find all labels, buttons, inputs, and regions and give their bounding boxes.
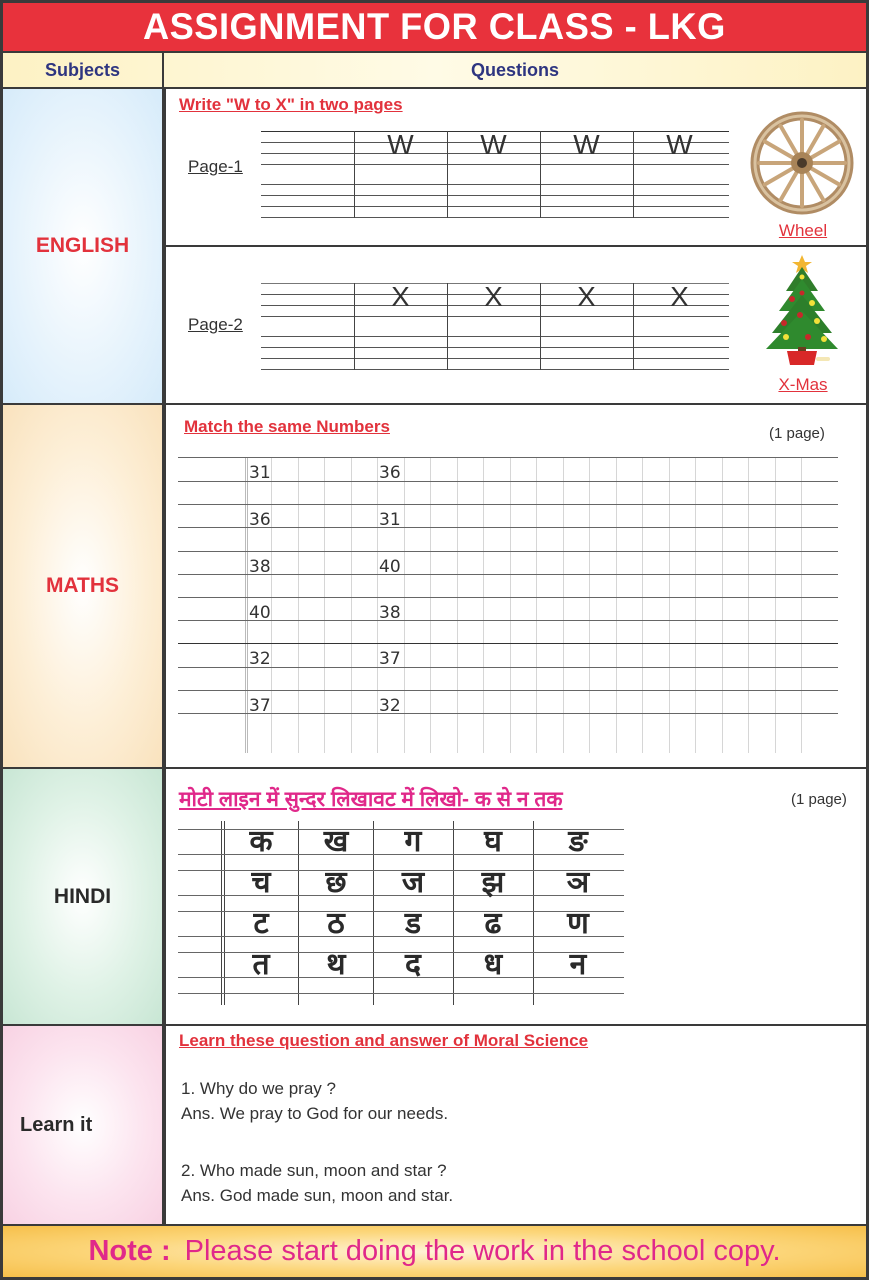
hindi-letter: ट bbox=[253, 906, 269, 941]
maths-instruction: Match the same Numbers bbox=[184, 417, 390, 436]
left-number: 31 bbox=[249, 463, 271, 483]
match-numbers-grid bbox=[178, 457, 838, 757]
page2-label: Page-2 bbox=[188, 315, 243, 334]
header-subjects-label: Subjects bbox=[44, 59, 121, 80]
hindi-letters-grid bbox=[178, 821, 628, 1011]
question-1: 1. Why do we pray ? bbox=[181, 1079, 336, 1098]
hindi-letter: ज bbox=[401, 865, 425, 900]
right-number: 38 bbox=[379, 603, 401, 623]
christmas-tree-icon bbox=[762, 253, 842, 365]
moral-science-instruction: Learn these question and answer of Moral Science bbox=[179, 1031, 589, 1050]
trace-letter: W bbox=[480, 129, 507, 160]
hindi-letter: ङ bbox=[568, 824, 588, 859]
hindi-letter: क bbox=[249, 824, 273, 859]
column-divider bbox=[164, 89, 166, 1226]
hindi-letter: ण bbox=[567, 906, 589, 941]
question-2: 2. Who made sun, moon and star ? bbox=[181, 1161, 447, 1180]
subject-maths bbox=[3, 405, 164, 769]
right-number: 36 bbox=[379, 463, 401, 483]
trace-letter: X bbox=[391, 281, 410, 312]
hindi-letter: त bbox=[252, 947, 270, 982]
hindi-letter: ञ bbox=[566, 865, 590, 900]
hindi-letter: थ bbox=[326, 947, 346, 982]
page2-writing-grid bbox=[261, 283, 729, 373]
right-number: 31 bbox=[379, 510, 401, 530]
trace-letter: W bbox=[573, 129, 600, 160]
left-number: 36 bbox=[249, 510, 271, 530]
right-number: 32 bbox=[379, 696, 401, 716]
wheel-icon bbox=[750, 111, 854, 215]
trace-letter: X bbox=[670, 281, 689, 312]
page-title: ASSIGNMENT FOR CLASS - LKG bbox=[143, 6, 726, 47]
subject-english bbox=[3, 89, 164, 405]
answer-1: Ans. We pray to God for our needs. bbox=[181, 1104, 449, 1123]
left-number: 37 bbox=[249, 696, 271, 716]
subject-maths-label: MATHS bbox=[45, 574, 120, 597]
trace-letter: X bbox=[484, 281, 503, 312]
subject-hindi-label: HINDI bbox=[53, 884, 112, 908]
maths-question-cell bbox=[164, 405, 866, 769]
hindi-letter: घ bbox=[484, 824, 502, 859]
right-number: 40 bbox=[379, 557, 401, 577]
hindi-letter: ख bbox=[323, 824, 349, 859]
wheel-caption: Wheel bbox=[778, 221, 828, 240]
hindi-letter: ड bbox=[404, 906, 422, 941]
page1-writing-grid bbox=[261, 131, 729, 221]
header-questions bbox=[164, 53, 866, 87]
hindi-page-count: (1 page) bbox=[791, 791, 847, 808]
note-text: Please start doing the work in the school copy. bbox=[184, 1235, 781, 1267]
trace-letter: W bbox=[666, 129, 693, 160]
note-label: Note : bbox=[88, 1235, 171, 1267]
left-number: 38 bbox=[249, 557, 271, 577]
title-bar bbox=[3, 3, 866, 53]
header-questions-label: Questions bbox=[470, 59, 559, 80]
english-page2-cell bbox=[164, 247, 866, 405]
maths-page-count: (1 page) bbox=[769, 425, 825, 442]
left-number: 32 bbox=[249, 649, 271, 669]
hindi-letter: झ bbox=[481, 865, 505, 900]
english-instruction: Write "W to X" in two pages bbox=[179, 95, 403, 114]
trace-letter: W bbox=[387, 129, 414, 160]
hindi-letter: च bbox=[251, 865, 271, 900]
hindi-letter: ग bbox=[404, 824, 422, 859]
subject-hindi bbox=[3, 769, 164, 1026]
hindi-question-cell bbox=[164, 769, 866, 1026]
hindi-instruction: मोटी लाइन में सुन्दर लिखावट में लिखो- क से न तक bbox=[179, 788, 563, 811]
left-number: 40 bbox=[249, 603, 271, 623]
page1-label: Page-1 bbox=[188, 157, 243, 176]
subject-learn-label: Learn it bbox=[20, 1113, 93, 1136]
trace-letter: X bbox=[577, 281, 596, 312]
note-bar bbox=[3, 1226, 866, 1277]
right-number: 37 bbox=[379, 649, 401, 669]
header-subjects bbox=[3, 53, 164, 87]
english-page1-cell bbox=[164, 89, 866, 247]
xmas-caption: X-Mas bbox=[778, 375, 828, 394]
hindi-letter: द bbox=[405, 947, 421, 982]
hindi-letter: न bbox=[569, 947, 587, 982]
moral-science-cell bbox=[164, 1026, 866, 1226]
hindi-letter: ठ bbox=[327, 906, 345, 941]
subject-english-label: ENGLISH bbox=[35, 234, 130, 257]
hindi-letter: ढ bbox=[484, 906, 502, 941]
table-header-row bbox=[3, 53, 866, 89]
subject-learn-it bbox=[3, 1026, 164, 1226]
hindi-letter: ध bbox=[483, 947, 503, 982]
hindi-letter: छ bbox=[325, 865, 347, 900]
answer-2: Ans. God made sun, moon and star. bbox=[181, 1186, 454, 1205]
